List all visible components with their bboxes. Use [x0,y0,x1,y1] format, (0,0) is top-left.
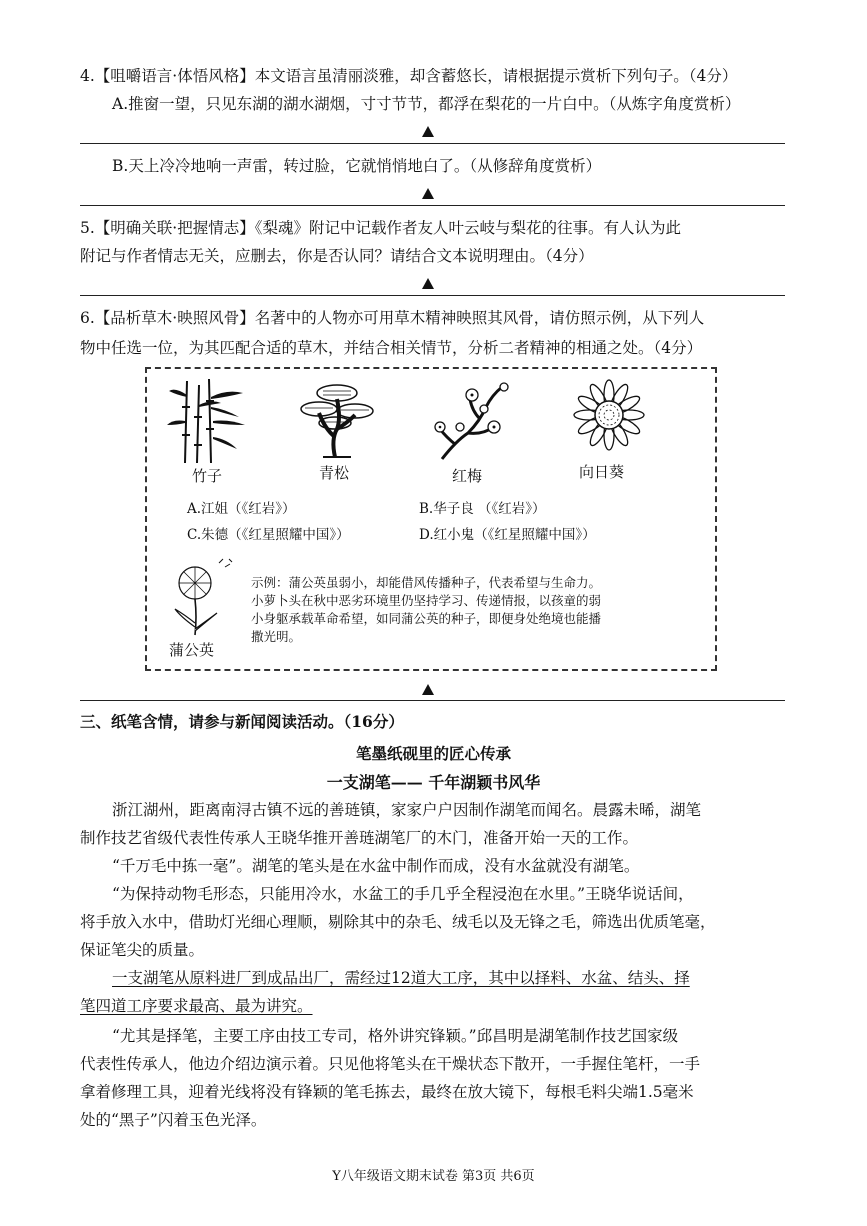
sunflower-icon [569,377,649,459]
paragraph-line: 处的“黑子”闪着玉色光泽。 [80,1111,267,1129]
character-option-d: D.红小鬼（《红星照耀中国》） [419,527,596,543]
paragraph-line: 浙江湖州，距离南浔古镇不远的善琏镇，家家户户因制作湖笔而闻名。晨露未晞，湖笔 [112,801,702,819]
paragraph-line: 制作技艺省级代表性传承人王晓华推开善琏湖笔厂的木门，准备开始一天的工作。 [80,829,639,847]
dandelion-icon [167,557,239,641]
example-line-3: 小身躯承载革命希望，如同蒲公英的种子，即便身处绝境也能播 [251,611,602,626]
q5-line-1: 5.【明确关联·把握情志】《梨魂》附记中记载作者友人叶云岐与梨花的往事。有人认为此 [80,219,681,237]
q4-stem: 4.【咀嚼语言·体悟风格】本文语言虽清丽淡雅，却含蓄悠长，请根据提示赏析下列句子。（4分） [80,67,738,85]
q6-line-2: 物中任选一位，为其匹配合适的草木，并结合相关情节，分析二者精神的相通之处。（4分） [80,339,703,357]
example-line-4: 撒光明。 [251,629,302,644]
plant-label-sunflower: 向日葵 [579,463,625,481]
answer-line [80,143,785,144]
example-plant-label: 蒲公英 [169,641,215,659]
plant-options-box [145,367,717,671]
plant-label-pine: 青松 [319,464,350,482]
answer-line [80,205,785,206]
bamboo-icon [167,377,247,465]
answer-mark-triangle-icon [422,278,434,289]
paragraph-line: 保证笔尖的质量。 [80,941,205,959]
q4-option-a: A.推窗一望，只见东湖的湖水湖烟，寸寸节节，都浮在梨花的一片白中。（从炼字角度赏析） [112,95,741,113]
character-option-b: B.华子良 （《红岩》） [419,501,546,517]
answer-mark-triangle-icon [422,126,434,137]
answer-mark-triangle-icon [422,188,434,199]
character-option-a: A.江姐（《红岩》） [187,501,296,517]
underlined-sentence-line: 一支湖笔从原料进厂到成品出厂，需经过12道大工序，其中以择料、水盆、结头、择 [112,969,690,987]
plum-blossom-icon [432,381,522,461]
paragraph-line: 将手放入水中，借助灯光细心理顺，剔除其中的杂毛、绒毛以及无锋之毛，筛选出优质笔毫， [80,913,716,931]
plant-label-plum: 红梅 [452,467,483,485]
character-option-c: C.朱德（《红星照耀中国》） [187,527,350,543]
paragraph-line: 代表性传承人，他边介绍边演示着。只见他将笔头在干燥状态下散开，一手握住笔杆，一手 [80,1055,701,1073]
q6-line-1: 6.【品析草木·映照风骨】名著中的人物亦可用草木精神映照其风骨，请仿照示例，从下列人 [80,309,705,327]
q5-line-2: 附记与作者情志无关，应删去，你是否认同？请结合文本说明理由。（4分） [80,247,594,265]
section-heading: 三、纸笔含情，请参与新闻阅读活动。（16分） [80,712,404,731]
answer-mark-triangle-icon [422,684,434,695]
answer-line [80,700,785,701]
answer-line [80,295,785,296]
pine-tree-icon [297,379,377,459]
paragraph-line: 拿着修理工具，迎着光线将没有锋颖的笔毛拣去，最终在放大镜下，每根毛料尖端1.5毫米 [80,1083,694,1101]
example-line-1: 示例：蒲公英虽弱小，却能借风传播种子，代表希望与生命力。 [251,575,602,590]
example-line-2: 小萝卜头在秋中恶劣环境里仍坚持学习、传递情报，以孩童的弱 [251,593,602,608]
paragraph-line: “尤其是择笔，主要工序由技工专司，格外讲究锋颖。”邱昌明是湖笔制作技艺国家级 [112,1027,679,1045]
page-footer: Y八年级语文期末试卷 第3页 共6页 [332,1169,535,1184]
paragraph-line: “千万毛中拣一毫”。湖笔的笔头是在水盆中制作而成，没有水盆就没有湖笔。 [112,857,640,875]
underlined-sentence-line: 笔四道工序要求最高、最为讲究。 [80,997,313,1015]
paragraph-line: “为保持动物毛形态，只能用冷水，水盆工的手几乎全程浸泡在水里。”王晓华说话间， [112,885,694,903]
q4-option-b: B.天上冷冷地响一声雷，转过脸，它就悄悄地白了。（从修辞角度赏析） [112,157,602,175]
plant-label-bamboo: 竹子 [192,467,223,485]
article-subtitle: 一支湖笔—— 千年湖颖书风华 [326,773,541,792]
article-title: 笔墨纸砚里的匠心传承 [355,744,511,763]
